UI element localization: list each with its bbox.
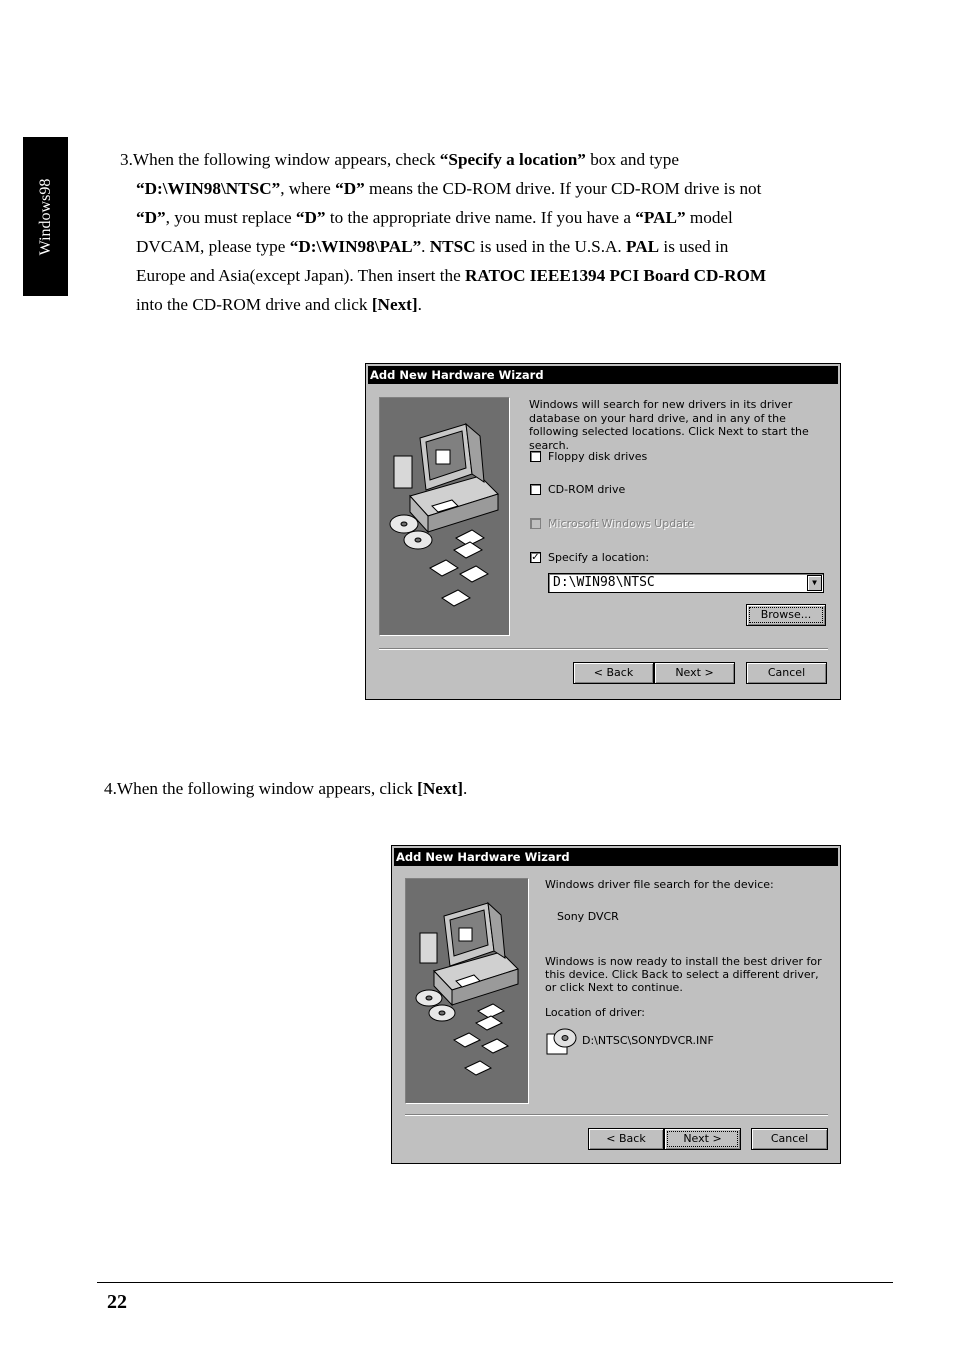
- text: , you must replace: [165, 208, 296, 227]
- wizard-illustration: [405, 878, 529, 1104]
- floppy-checkbox[interactable]: [530, 451, 541, 462]
- browse-button[interactable]: Browse...: [746, 604, 826, 626]
- text: means the CD-ROM drive. If your CD-ROM drive is not: [364, 179, 762, 198]
- intro-text: Windows will search for new drivers in its driver database on your hard drive, and in any of the following selected locations. Click Next to start the search.: [529, 398, 809, 452]
- cdrom-checkbox-label[interactable]: CD-ROM drive: [548, 483, 626, 496]
- step-3-line: [120, 203, 840, 232]
- location-combobox[interactable]: [548, 573, 824, 593]
- bold-text: NTSC: [429, 237, 476, 256]
- bold-text: [Next]: [417, 779, 463, 798]
- bold-text: “D”: [136, 208, 166, 227]
- next-button[interactable]: Next >: [654, 662, 735, 684]
- step-3-line: [120, 232, 840, 261]
- text: is used in: [659, 237, 729, 256]
- text: to the appropriate drive name. If you have a: [325, 208, 636, 227]
- cdrom-checkbox[interactable]: [530, 484, 541, 495]
- chapter-tab-label: Windows98: [36, 178, 54, 255]
- floppy-checkbox-label[interactable]: Floppy disk drives: [548, 450, 648, 463]
- text: DVCAM, please type: [136, 237, 290, 256]
- dialog-title: Add New Hardware Wizard: [368, 366, 838, 384]
- step-3-line: [120, 261, 840, 290]
- floppy-disk-icon: [454, 1004, 508, 1075]
- text: .: [417, 295, 422, 314]
- step-4-paragraph: [104, 776, 467, 802]
- bold-text: “D:\WIN98\NTSC”: [136, 179, 281, 198]
- driver-path: D:\NTSC\SONYDVCR.INF: [582, 1034, 714, 1047]
- page-number: 22: [107, 1291, 127, 1313]
- bold-text: “PAL”: [635, 208, 686, 227]
- step-3-line: [120, 145, 840, 174]
- cancel-button[interactable]: Cancel: [751, 1128, 828, 1150]
- text: 3.When the following window appears, check: [120, 150, 440, 169]
- bold-text: “D”: [295, 208, 326, 227]
- text: , where: [280, 179, 336, 198]
- step-3-paragraph: [120, 145, 840, 319]
- search-label: Windows driver file search for the device:: [545, 878, 774, 891]
- dialog-separator: [379, 648, 828, 650]
- chevron-down-icon[interactable]: ▼: [807, 575, 822, 591]
- cancel-button[interactable]: Cancel: [746, 662, 827, 684]
- windows-update-checkbox-label: Microsoft Windows Update: [548, 517, 694, 530]
- dialog-title: Add New Hardware Wizard: [394, 848, 838, 866]
- bold-text: [Next]: [371, 295, 418, 314]
- step-3-line: [120, 174, 840, 203]
- back-button[interactable]: < Back: [588, 1128, 664, 1150]
- text: .: [462, 779, 468, 798]
- location-label: Location of driver:: [545, 1006, 645, 1019]
- specify-location-checkbox[interactable]: [530, 552, 541, 563]
- floppy-disk-icon: [430, 530, 488, 606]
- text: model: [685, 208, 733, 227]
- driver-file-icon: [545, 1026, 579, 1056]
- step-3-line: [120, 290, 840, 319]
- add-hardware-wizard-dialog-1: [365, 363, 841, 700]
- text: box and type: [585, 150, 679, 169]
- add-hardware-wizard-dialog-2: [391, 845, 841, 1164]
- chapter-tab: [23, 137, 68, 296]
- bold-text: “Specify a location”: [439, 150, 586, 169]
- bold-text: RATOC IEEE1394 PCI Board CD-ROM: [465, 266, 767, 285]
- location-value: D:\WIN98\NTSC: [553, 575, 655, 590]
- bold-text: “D”: [335, 179, 365, 198]
- bold-text: PAL: [626, 237, 660, 256]
- checkmark-icon: ✓: [531, 552, 540, 563]
- wizard-illustration: [379, 397, 510, 636]
- text: into the CD-ROM drive and click: [136, 295, 372, 314]
- text: .: [421, 237, 430, 256]
- text: 4.When the following window appears, click: [104, 779, 418, 798]
- footer-rule: [97, 1282, 893, 1283]
- ready-text: Windows is now ready to install the best driver for this device. Click Back to select a different driver, or click Next to continue.: [545, 955, 822, 994]
- back-button[interactable]: < Back: [573, 662, 654, 684]
- specify-location-checkbox-label[interactable]: Specify a location:: [548, 551, 650, 564]
- windows-update-checkbox: [530, 518, 541, 529]
- dialog-separator: [405, 1114, 828, 1116]
- bold-text: “D:\WIN98\PAL”: [289, 237, 422, 256]
- text: Europe and Asia(except Japan). Then insert the: [136, 266, 465, 285]
- text: is used in the U.S.A.: [475, 237, 627, 256]
- next-button[interactable]: Next >: [664, 1128, 741, 1150]
- device-name: Sony DVCR: [557, 910, 619, 923]
- computer-icon: [420, 903, 518, 1005]
